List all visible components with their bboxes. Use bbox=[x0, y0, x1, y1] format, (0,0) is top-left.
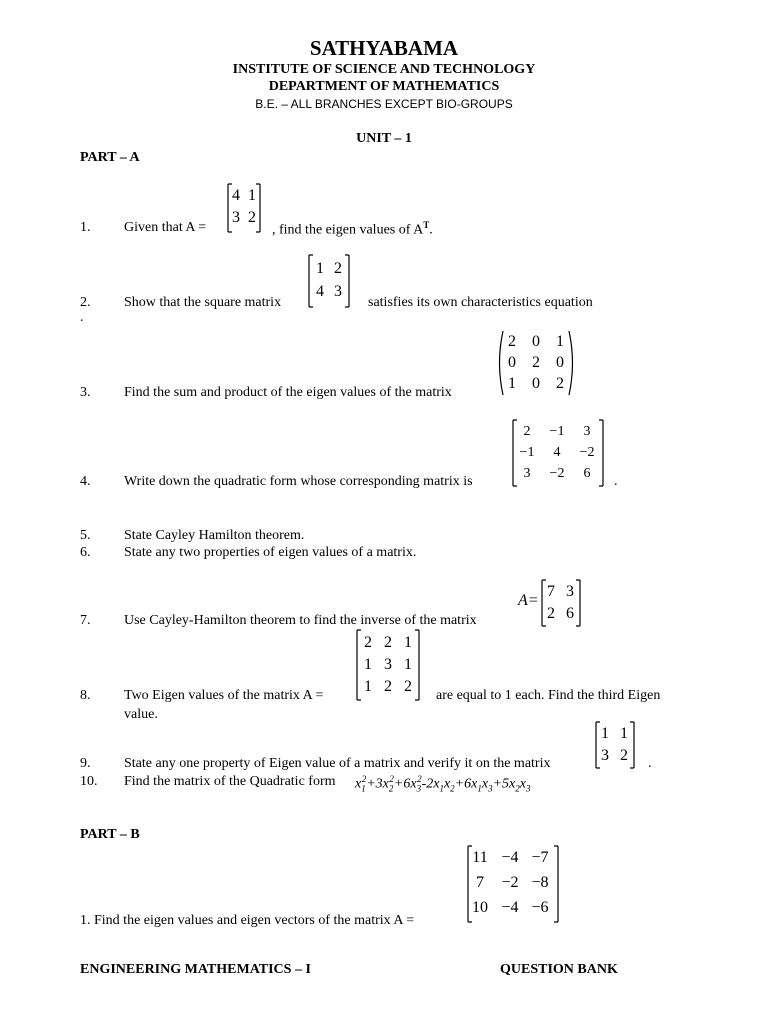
matrix-cell: 2 bbox=[508, 333, 516, 350]
department-name: DEPARTMENT OF MATHEMATICS bbox=[268, 79, 500, 94]
unit-heading: UNIT – 1 bbox=[356, 131, 412, 146]
matrix-cell: 7 bbox=[547, 583, 555, 600]
part-a-heading: PART – A bbox=[80, 150, 140, 165]
q9-matrix bbox=[593, 722, 637, 768]
q4-text: Write down the quadratic form whose corresponding matrix is bbox=[124, 474, 473, 489]
q2-matrix bbox=[306, 255, 352, 307]
institute-name: INSTITUTE OF SCIENCE AND TECHNOLOGY bbox=[232, 62, 536, 77]
q5-text: State Cayley Hamilton theorem. bbox=[124, 528, 305, 543]
matrix-cell: 2 bbox=[404, 678, 412, 695]
q6-text: State any two properties of eigen values of a matrix. bbox=[124, 545, 417, 560]
matrix-cell: 1 bbox=[556, 333, 564, 350]
matrix-cell: −6 bbox=[531, 899, 549, 916]
q1-number: 1. bbox=[80, 220, 91, 235]
matrix-cell: −8 bbox=[531, 874, 549, 891]
matrix-cell: 2 bbox=[523, 424, 531, 439]
q9-text: State any one property of Eigen value of a matrix and verify it on the matrix bbox=[124, 756, 551, 771]
q4-end: . bbox=[614, 474, 618, 489]
matrix-cell: 4 bbox=[553, 445, 561, 460]
matrix-cell: 0 bbox=[532, 333, 540, 350]
matrix-cell: 2 bbox=[334, 260, 342, 277]
matrix-cell: 2 bbox=[547, 605, 555, 622]
q7-matrix bbox=[539, 580, 583, 626]
matrix-cell: 2 bbox=[620, 747, 628, 764]
matrix-cell: −4 bbox=[501, 849, 519, 866]
matrix-cell: 3 bbox=[232, 209, 240, 226]
course-branches: B.E. – ALL BRANCHES EXCEPT BIO-GROUPS bbox=[255, 97, 513, 111]
matrix-cell: 4 bbox=[316, 283, 324, 300]
matrix-cell: −1 bbox=[549, 424, 565, 439]
matrix-cell: 1 bbox=[404, 656, 412, 673]
q3-text: Find the sum and product of the eigen values of the matrix bbox=[124, 385, 452, 400]
q10-text: Find the matrix of the Quadratic form bbox=[124, 774, 336, 789]
q2-stray-dot: . bbox=[80, 310, 84, 325]
matrix-cell: 2 bbox=[556, 375, 564, 392]
b1-matrix bbox=[465, 846, 561, 922]
matrix-cell: 3 bbox=[523, 466, 531, 481]
q6-number: 6. bbox=[80, 545, 91, 560]
q3-matrix bbox=[496, 330, 576, 396]
q2-number: 2. bbox=[80, 295, 91, 310]
document-title: SATHYABAMA bbox=[309, 36, 459, 60]
matrix-cell: 4 bbox=[232, 187, 240, 204]
q8-text-end: are equal to 1 each. Find the third Eigen bbox=[436, 688, 661, 703]
q10-quadratic-form: $x_1^2+3x_2^2+6x_3^2-2x_1x_2+6x_1x_3+5x_2x_3$ bbox=[355, 774, 531, 794]
matrix-cell: 3 bbox=[384, 656, 392, 673]
matrix-cell: 0 bbox=[508, 354, 516, 371]
q8-number: 8. bbox=[80, 688, 91, 703]
matrix-cell: −4 bbox=[501, 899, 519, 916]
q8-text-start: Two Eigen values of the matrix A = bbox=[124, 688, 324, 703]
matrix-cell: −2 bbox=[501, 874, 519, 891]
q1-post: , find the eigen values of A bbox=[272, 222, 424, 238]
matrix-cell: 0 bbox=[556, 354, 564, 371]
footer-right: QUESTION BANK bbox=[500, 962, 618, 977]
matrix-cell: 3 bbox=[601, 747, 609, 764]
q9-number: 9. bbox=[80, 756, 91, 771]
matrix-cell: 7 bbox=[476, 874, 484, 891]
matrix-cell: 1 bbox=[364, 678, 372, 695]
matrix-cell: −7 bbox=[531, 849, 549, 866]
q4-number: 4. bbox=[80, 474, 91, 489]
footer-left: ENGINEERING MATHEMATICS – I bbox=[80, 962, 311, 977]
q4-matrix bbox=[510, 420, 606, 486]
matrix-cell: 3 bbox=[566, 583, 574, 600]
q1-end: . bbox=[429, 222, 433, 238]
matrix-cell: 2 bbox=[532, 354, 540, 371]
matrix-cell: 6 bbox=[566, 605, 574, 622]
matrix-cell: −1 bbox=[519, 445, 535, 460]
q2-text-start: Show that the square matrix bbox=[124, 295, 282, 310]
q9-end: . bbox=[648, 756, 652, 771]
q7-number: 7. bbox=[80, 613, 91, 628]
matrix-cell: 1 bbox=[316, 260, 324, 277]
matrix-cell: 3 bbox=[334, 283, 342, 300]
matrix-cell: 0 bbox=[532, 375, 540, 392]
matrix-cell: 1 bbox=[601, 725, 609, 742]
q5-number: 5. bbox=[80, 528, 91, 543]
q1-matrix bbox=[224, 184, 264, 232]
matrix-cell: −2 bbox=[579, 445, 595, 460]
q1-superscript: T bbox=[423, 220, 430, 230]
matrix-cell: −2 bbox=[549, 466, 565, 481]
matrix-cell: 10 bbox=[472, 899, 488, 916]
q1-text-start: Given that A = bbox=[124, 220, 207, 235]
b1-text: 1. Find the eigen values and eigen vectors of the matrix A = bbox=[80, 913, 415, 928]
q8-matrix bbox=[354, 630, 422, 700]
q7-text: Use Cayley-Hamilton theorem to find the inverse of the matrix bbox=[124, 613, 477, 628]
matrix-cell: 1 bbox=[364, 656, 372, 673]
matrix-cell: 2 bbox=[364, 634, 372, 651]
matrix-cell: 1 bbox=[248, 187, 256, 204]
q2-text-end: satisfies its own characteristics equation bbox=[368, 295, 593, 310]
q10-number: 10. bbox=[80, 774, 98, 789]
matrix-cell: 11 bbox=[472, 849, 488, 866]
matrix-cell: 1 bbox=[620, 725, 628, 742]
q8-continuation: value. bbox=[124, 707, 158, 722]
q1-text-end bbox=[272, 220, 433, 239]
q3-number: 3. bbox=[80, 385, 91, 400]
q7-matrix-lhs: A= bbox=[518, 592, 539, 609]
matrix-cell: 2 bbox=[248, 209, 256, 226]
matrix-cell: 1 bbox=[404, 634, 412, 651]
part-b-heading: PART – B bbox=[80, 827, 140, 842]
matrix-cell: 3 bbox=[583, 424, 591, 439]
matrix-cell: 2 bbox=[384, 678, 392, 695]
matrix-cell: 1 bbox=[508, 375, 516, 392]
matrix-cell: 6 bbox=[583, 466, 591, 481]
matrix-cell: 2 bbox=[384, 634, 392, 651]
